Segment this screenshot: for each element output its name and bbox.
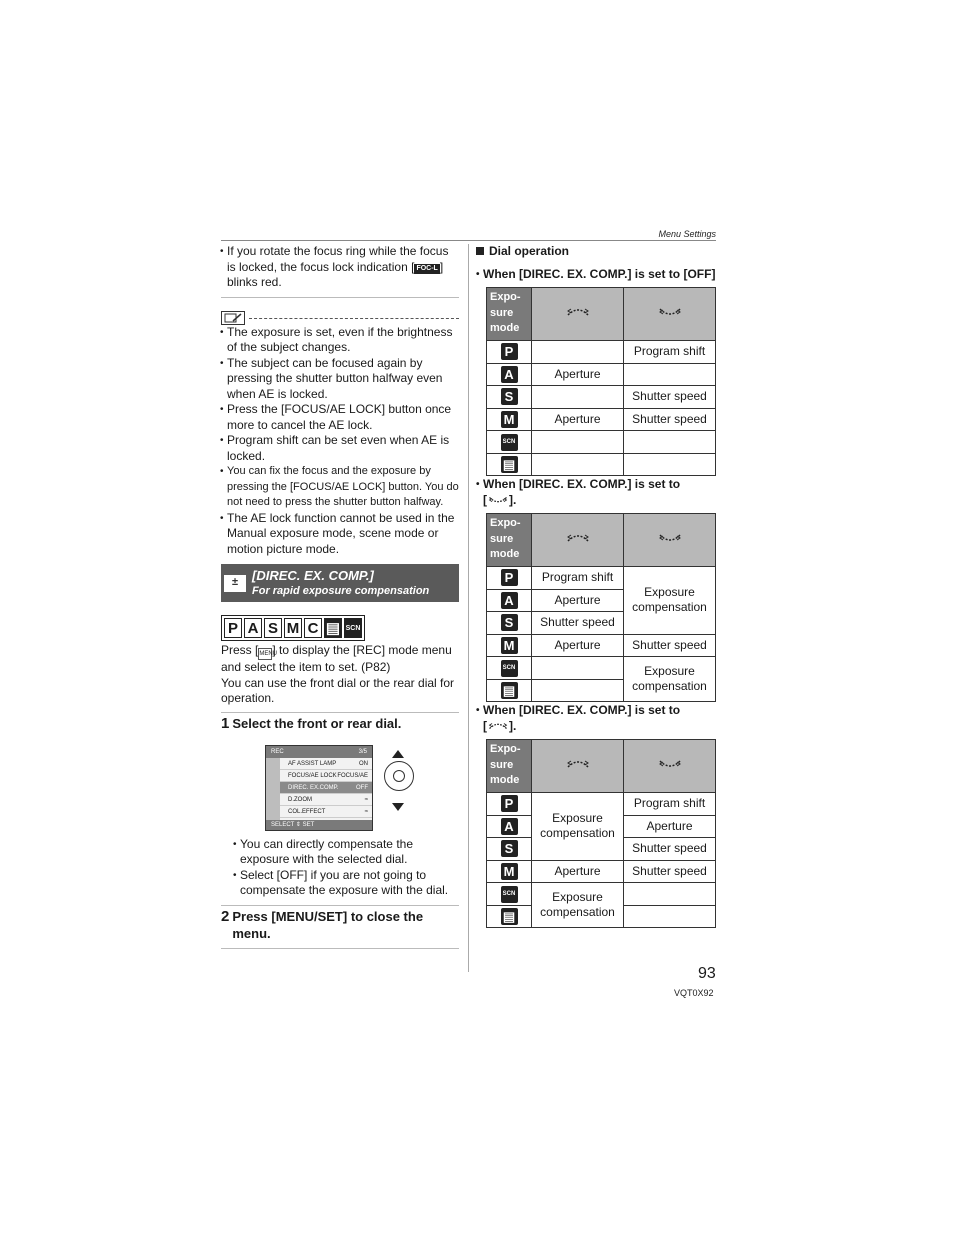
rear-dial-header xyxy=(624,514,716,567)
lcd-page: 3/5 xyxy=(358,748,367,755)
front-dial-header xyxy=(532,288,624,341)
scene-mode-icon: SCN xyxy=(501,660,518,677)
focus-note-text-2: ] blinks red. xyxy=(227,259,444,289)
cell xyxy=(532,453,624,476)
when-front-list xyxy=(476,703,716,734)
header-rule xyxy=(221,240,716,241)
table-row xyxy=(487,883,716,906)
step1-bullets xyxy=(234,837,459,899)
mode-a-icon: A xyxy=(501,592,518,609)
note-item: • The exposure is set, even if the brightness of the subject changes. xyxy=(221,325,459,356)
lcd-row-label: DIREC. EX.COMP. xyxy=(288,784,339,791)
step1-bullet: • Select [OFF] if you are not going to compensate the exposure with the dial. xyxy=(234,868,459,899)
left-column xyxy=(221,244,459,955)
cursor-dial-icon xyxy=(384,761,414,791)
step-1 xyxy=(221,715,459,732)
lcd-row-value: FOCUS/AE xyxy=(337,772,368,779)
scene-mode-icon: SCN xyxy=(501,886,518,903)
motion-picture-icon: ▤ xyxy=(501,456,518,473)
intro-line2: You can use the front dial or the rear dial for operation. xyxy=(221,675,455,705)
divider xyxy=(221,712,459,713)
note-icon xyxy=(221,311,245,325)
front-dial-icon xyxy=(565,531,591,545)
table-row xyxy=(487,634,716,657)
front-dial-icon xyxy=(565,757,591,771)
arrow-up-icon xyxy=(392,750,404,758)
banner-subtitle: For rapid exposure compensation xyxy=(252,585,430,597)
step-text: Select the front or rear dial. xyxy=(232,715,402,731)
note-item: • Press the [FOCUS/AE LOCK] button once more to cancel the AE lock. xyxy=(221,402,459,433)
cell: Shutter speed xyxy=(624,386,716,409)
right-column xyxy=(476,244,716,928)
dial-table-front xyxy=(486,739,716,928)
divider xyxy=(221,905,459,906)
column-separator xyxy=(468,244,469,972)
when-rear-label: • When [DIREC. EX. COMP.] is set to [ ]. xyxy=(477,477,716,508)
cell: Shutter speed xyxy=(624,408,716,431)
lcd-row-value: ON xyxy=(359,760,368,767)
mode-s-icon: S xyxy=(501,388,518,405)
cell xyxy=(532,657,624,680)
mode-m-icon: M xyxy=(501,411,518,428)
cell: Shutter speed xyxy=(624,860,716,883)
table-row xyxy=(487,363,716,386)
cell: Program shift xyxy=(532,567,624,590)
scene-mode-icon: SCN xyxy=(344,618,362,638)
section-label: Menu Settings xyxy=(658,229,716,239)
note-item: • You can fix the focus and the exposure by pressing the [FOCUS/AE LOCK] button. You do not need to press the shutter button halfway. xyxy=(221,464,459,511)
step-2 xyxy=(221,908,459,942)
cell-merged: Exposure compensation xyxy=(532,793,624,861)
dial-operation-title xyxy=(476,244,716,260)
dial-table-rear xyxy=(486,513,716,702)
table-row xyxy=(487,453,716,476)
intro-text xyxy=(221,643,459,707)
cell: Shutter speed xyxy=(624,634,716,657)
front-dial-icon xyxy=(487,720,509,732)
focus-note xyxy=(221,244,459,291)
intro-line1-a: Press [ xyxy=(221,643,259,657)
cell: Shutter speed xyxy=(532,612,624,635)
scene-mode-icon: SCN xyxy=(501,434,518,451)
rear-dial-icon xyxy=(657,757,683,771)
lcd-row-label: FOCUS/AE LOCK xyxy=(288,772,337,779)
menu-button-icon: MENU xyxy=(258,648,272,660)
table-row xyxy=(487,408,716,431)
focus-note-list xyxy=(221,244,459,291)
table-row xyxy=(487,341,716,364)
cell xyxy=(532,679,624,702)
cell-merged: Exposure compensation xyxy=(624,567,716,635)
lcd-row xyxy=(266,770,372,782)
mode-a-icon: A xyxy=(501,366,518,383)
rear-dial-header xyxy=(624,288,716,341)
note-dashed-line xyxy=(249,318,459,319)
cell xyxy=(532,386,624,409)
mode-a-icon: A xyxy=(244,618,262,638)
rear-dial-icon xyxy=(487,494,509,506)
when-off-list xyxy=(476,267,716,283)
lcd-row xyxy=(266,758,372,770)
cell xyxy=(624,431,716,454)
mode-s-icon: S xyxy=(264,618,282,638)
note-item: • The AE lock function cannot be used in the Manual exposure mode, scene mode or motion picture mode. xyxy=(221,511,459,558)
lcd-row-label: D.ZOOM xyxy=(288,796,312,803)
lcd-row-value: ≈ xyxy=(364,808,368,815)
lcd-row-label: COL.EFFECT xyxy=(288,808,326,815)
table-row xyxy=(487,793,716,816)
when-rear-text: When [DIREC. EX. COMP.] is set to xyxy=(483,477,681,491)
step-number: 2 xyxy=(221,907,230,925)
mode-m-icon: M xyxy=(284,618,302,638)
table-row xyxy=(487,431,716,454)
square-bullet-icon xyxy=(476,247,484,255)
lcd-footer: SELECT ⇕ SET xyxy=(266,820,372,830)
cell-merged: Exposure compensation xyxy=(532,883,624,928)
rear-dial-header xyxy=(624,740,716,793)
lcd-screen xyxy=(265,745,373,831)
cell: Program shift xyxy=(624,341,716,364)
notes-list xyxy=(221,325,459,558)
cell xyxy=(532,431,624,454)
cell xyxy=(532,341,624,364)
cell-merged: Exposure compensation xyxy=(624,657,716,702)
rear-dial-icon xyxy=(657,531,683,545)
table-row xyxy=(487,860,716,883)
cell: Program shift xyxy=(624,793,716,816)
cell xyxy=(624,363,716,386)
step1-bullet: • You can directly compensate the exposure with the selected dial. xyxy=(234,837,459,868)
divider xyxy=(221,297,459,298)
lcd-row-label: AF ASSIST LAMP xyxy=(288,760,337,767)
step-number: 1 xyxy=(221,714,230,732)
dial-operation-title-text: Dial operation xyxy=(489,244,570,258)
exposure-mode-header: Expo-sure mode xyxy=(487,514,532,567)
mode-s-icon: S xyxy=(501,614,518,631)
section-banner xyxy=(221,564,459,602)
intro-line1-b: ] to display the [REC] mode menu and select the item to set. (P82) xyxy=(221,643,452,674)
note-item: • The subject can be focused again by pressing the shutter button halfway even when AE is locked. xyxy=(221,356,459,403)
lcd-row-value: ≈ xyxy=(364,796,368,803)
mode-m-icon: M xyxy=(501,863,518,880)
cell: Aperture xyxy=(624,815,716,838)
focus-lock-badge: FOC-L xyxy=(416,264,438,272)
cell xyxy=(624,883,716,906)
motion-picture-icon: ▤ xyxy=(325,619,341,637)
cell: Aperture xyxy=(532,589,624,612)
mode-p-icon: P xyxy=(501,343,518,360)
lcd-side-tabs xyxy=(266,758,280,822)
motion-picture-icon: ▤ xyxy=(501,908,518,925)
exposure-mode-header: Expo-sure mode xyxy=(487,288,532,341)
note-item: • Program shift can be set even when AE is locked. xyxy=(221,433,459,464)
mode-p-icon: P xyxy=(501,569,518,586)
rear-dial-icon xyxy=(657,305,683,319)
lcd-row xyxy=(266,794,372,806)
mode-a-icon: A xyxy=(501,818,518,835)
lcd-row xyxy=(266,806,372,818)
cell: Aperture xyxy=(532,634,624,657)
lcd-row-value: OFF xyxy=(356,784,368,791)
note-header xyxy=(221,311,459,325)
page-number: 93 xyxy=(698,965,716,982)
arrow-down-icon xyxy=(392,803,404,811)
cell xyxy=(624,905,716,928)
when-rear-list xyxy=(476,477,716,508)
front-dial-header xyxy=(532,740,624,793)
mode-p-icon: P xyxy=(501,795,518,812)
exposure-compensation-icon: ± xyxy=(224,575,246,592)
when-front-text: When [DIREC. EX. COMP.] is set to xyxy=(483,703,681,717)
cell: Aperture xyxy=(532,860,624,883)
motion-picture-icon: ▤ xyxy=(501,682,518,699)
divider xyxy=(221,948,459,949)
cell: Aperture xyxy=(532,408,624,431)
lcd-row-selected xyxy=(266,782,372,794)
mode-c-icon: C xyxy=(304,618,322,638)
dial-table-off xyxy=(486,287,716,476)
front-dial-header xyxy=(532,514,624,567)
banner-title: [DIREC. EX. COMP.] xyxy=(252,568,374,583)
when-front-label: • When [DIREC. EX. COMP.] is set to [ ]. xyxy=(477,703,716,734)
lcd-illustration xyxy=(221,745,459,837)
table-row xyxy=(487,567,716,590)
lcd-title: REC xyxy=(271,748,284,755)
step-text: Press [MENU/SET] to close the menu. xyxy=(232,908,424,941)
table-row xyxy=(487,386,716,409)
lcd-title-bar xyxy=(266,746,372,758)
mode-m-icon: M xyxy=(501,637,518,654)
document-code: VQT0X92 xyxy=(674,988,714,998)
mode-p-icon: P xyxy=(224,618,242,638)
front-dial-icon xyxy=(565,305,591,319)
cell xyxy=(624,453,716,476)
when-off-label: • When [DIREC. EX. COMP.] is set to [OFF] xyxy=(477,267,716,283)
mode-s-icon: S xyxy=(501,840,518,857)
mode-icons xyxy=(221,615,365,641)
cell: Aperture xyxy=(532,363,624,386)
table-row xyxy=(487,657,716,680)
cell: Shutter speed xyxy=(624,838,716,861)
focus-note-text-1: If you rotate the focus ring while the focus is locked, the focus lock indication [ xyxy=(227,244,449,274)
exposure-mode-header: Expo-sure mode xyxy=(487,740,532,793)
